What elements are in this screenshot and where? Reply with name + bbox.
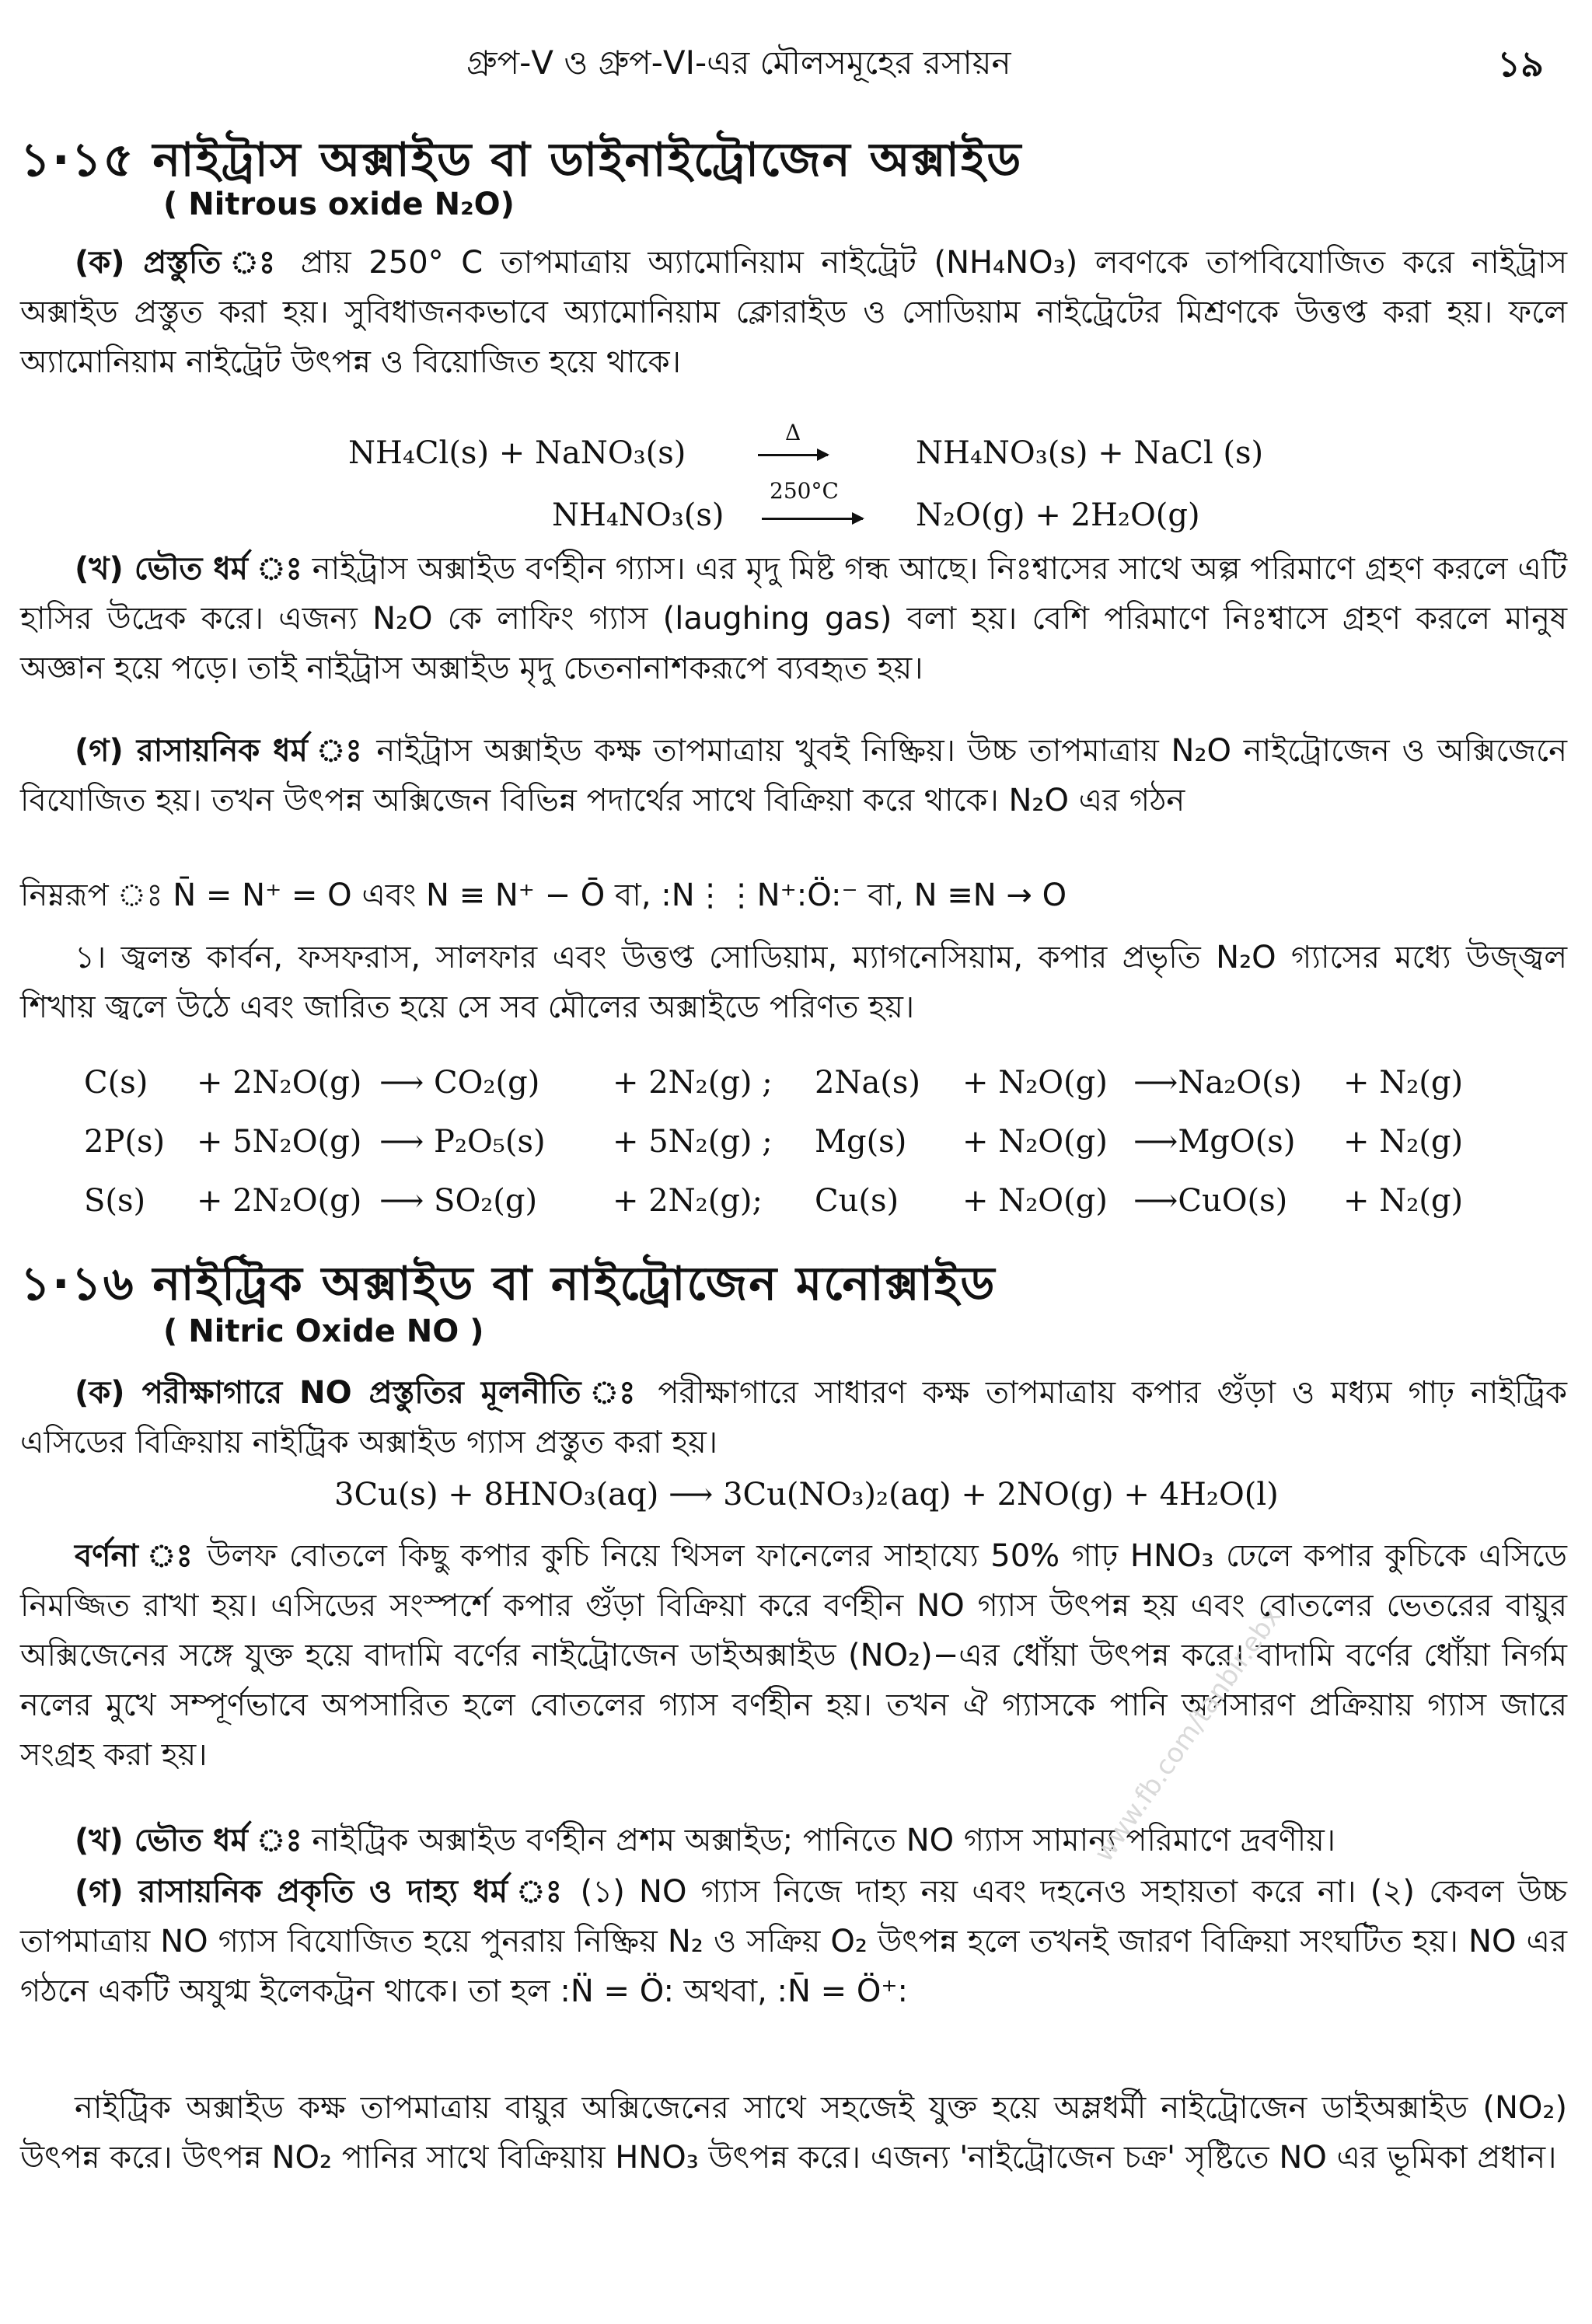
chem-label-116: (গ) রাসায়নিক প্রকৃতি ও দাহ্য ধর্ম ঃ [75,1874,567,1910]
point1-text: ১। জ্বলন্ত কার্বন, ফসফরাস, সালফার এবং উত্তপ্ত সোডিয়াম, ম্যাগনেসিয়াম, কপার প্রভৃতি N₂O গ্যাসের মধ্যে উজ্জ্বল শিখায় জ্বলে উঠে এবং জারিত হয়ে সে সব মৌলের অক্সাইডে পরিণত হয়। [20,940,1567,1025]
chem-label: (গ) রাসায়নিক ধর্ম ঃ [75,733,365,769]
reaction-row [84,1183,1522,1230]
section-heading-116: ১·১৬ নাইট্রিক অক্সাইড বা নাইট্রোজেন মনোক্সাইড [20,1257,997,1311]
chem-paragraph [20,726,1567,825]
reaction-byproduct-2: + N₂(g) [1343,1183,1464,1219]
lab-label: (ক) পরীক্ষাগারে NO প্রস্তুতির মূলনীতি ঃ [75,1375,642,1411]
final-paragraph [20,2083,1567,2183]
running-title: গ্রুপ-V ও গ্রুপ-VI-এর মৌলসমূহের রসায়ন [466,44,1011,82]
reaction-reactant-2: 2Na(s) [815,1065,921,1101]
chem-text: নাইট্রাস অক্সাইড কক্ষ তাপমাত্রায় খুবই নিষ্ক্রিয়। উচ্চ তাপমাত্রায় N₂O নাইট্রোজেন ও অক্সিজেনে বিযোজিত হয়। তখন উৎপন্ন অক্সিজেন বিভিন্ন পদার্থের সাথে বিক্রিয়া করে থাকে। N₂O এর গঠন [20,733,1567,818]
eq1-left: NH₄Cl(s) + NaNO₃(s) [348,435,686,471]
reaction-oxidant: + 5N₂O(g) [197,1124,362,1160]
eq2-arrow [762,518,863,520]
reaction-byproduct: + 2N₂(g) ; [613,1065,773,1101]
reaction-product-2: ⟶Na₂O(s) [1133,1065,1302,1101]
watermark: www.fb.com/tanbir.ebx [1088,1601,1288,1868]
phys-text-116: নাইট্রিক অক্সাইড বর্ণহীন প্রশম অক্সাইড; পানিতে NO গ্যাস সামান্য পরিমাণে দ্রবণীয়। [312,1823,1336,1858]
reaction-reactant-2: Cu(s) [815,1183,899,1219]
lab-paragraph [20,1368,1567,1467]
lab-text: পরীক্ষাগারে সাধারণ কক্ষ তাপমাত্রায় কপার গুঁড়া ও মধ্যম গাঢ় নাইট্রিক এসিডের বিক্রিয়ায় নাইট্রিক অক্সাইড গ্যাস প্রস্তুত করা হয়। [20,1375,1567,1460]
section-subheading-115: ( Nitrous oxide N₂O) [163,187,515,222]
reaction-product-2: ⟶MgO(s) [1133,1124,1296,1160]
prep-label: (ক) প্রস্তুতি ঃ [75,245,284,281]
phys-label: (খ) ভৌত ধর্ম ঃ [75,551,302,587]
desc-paragraph [20,1531,1567,1780]
section-subheading-116: ( Nitric Oxide NO ) [163,1314,484,1349]
reaction-byproduct: + 5N₂(g) ; [613,1124,773,1160]
phys-text: নাইট্রাস অক্সাইড বর্ণহীন গ্যাস। এর মৃদু মিষ্ট গন্ধ আছে। নিঃশ্বাসের সাথে অল্প পরিমাণে গ্রহণ করলে এটি হাসির উদ্রেক করে। এজন্য N₂O কে লাফিং গ্যাস (laughing gas) বলা হয়। বেশি পরিমাণে নিঃশ্বাসে গ্রহণ করলে মানুষ অজ্ঞান হয়ে পড়ে। তাই নাইট্রাস অক্সাইড মৃদু চেতনানাশকরূপে ব্যবহৃত হয়। [20,551,1567,686]
reaction-row [84,1124,1522,1171]
lab-equation: 3Cu(s) + 8HNO₃(aq) ⟶ 3Cu(NO₃)₂(aq) + 2NO(g) + 4H₂O(l) [334,1477,1279,1513]
phys-paragraph-116 [20,1816,1567,1865]
reaction-product: ⟶ P₂O₅(s) [379,1124,546,1160]
page-number: ১৯ [1497,43,1544,85]
reaction-product: ⟶ SO₂(g) [379,1183,538,1219]
chem-paragraph-116 [20,1867,1567,2016]
eq1-right: NH₄NO₃(s) + NaCl (s) [916,435,1264,471]
reaction-byproduct-2: + N₂(g) [1343,1065,1464,1101]
reaction-byproduct: + 2N₂(g); [613,1183,763,1219]
desc-label: বর্ণনা ঃ [75,1538,195,1574]
structure-line: নিম্নরূপ ঃ N̄ = N⁺ = O এবং N ≡ N⁺ − Ō বা, :N⋮⋮N⁺:Ö:⁻ বা, N ≡N → O [20,878,1067,913]
reaction-product: ⟶ CO₂(g) [379,1065,540,1101]
eq2-arrow-label: 250°C [770,478,839,504]
reaction-oxidant: + 2N₂O(g) [197,1183,362,1219]
desc-text: উলফ বোতলে কিছু কপার কুচি নিয়ে থিসল ফানেলের সাহায্যে 50% গাঢ় HNO₃ ঢেলে কপার কুচিকে এসিডে নিমজ্জিত রাখা হয়। এসিডের সংস্পর্শে কপার গুঁড়া বিক্রিয়া করে বর্ণহীন NO গ্যাস উৎপন্ন হয় এবং বোতলের ভেতরের বায়ুর অক্সিজেনের সঙ্গে যুক্ত হয়ে বাদামি বর্ণের নাইট্রোজেন ডাইঅক্সাইড (NO₂)−এর ধোঁয়া উৎপন্ন করে। বাদামি বর্ণের ধোঁয়া নির্গম নলের মুখে সম্পূর্ণভাবে অপসারিত হলে বোতলের গ্যাস বর্ণহীন হয়। তখন ঐ গ্যাসকে পানি অপসারণ প্রক্রিয়ায় গ্যাস জারে সংগ্রহ করা হয়। [20,1538,1567,1773]
phys-label-116: (খ) ভৌত ধর্ম ঃ [75,1823,302,1858]
reaction-oxidant-2: + N₂O(g) [962,1065,1108,1101]
phys-paragraph [20,544,1567,693]
reaction-reactant: C(s) [84,1065,148,1101]
point1-paragraph [20,933,1567,1032]
eq1-arrow [758,454,828,456]
eq2-right: N₂O(g) + 2H₂O(g) [916,497,1200,533]
reaction-reactant-2: Mg(s) [815,1124,907,1160]
reaction-reactant: 2P(s) [84,1124,166,1160]
reaction-row [84,1065,1522,1111]
prep-text: প্রায় 250° C তাপমাত্রায় অ্যামোনিয়াম নাইট্রেট (NH₄NO₃) লবণকে তাপবিযোজিত করে নাইট্রাস অক্সাইড প্রস্তুত করা হয়। সুবিধাজনকভাবে অ্যামোনিয়াম ক্লোরাইড ও সোডিয়াম নাইট্রেটের মিশ্রণকে উত্তপ্ত করা হয়। ফলে অ্যামোনিয়াম নাইট্রেট উৎপন্ন ও বিয়োজিত হয়ে থাকে। [20,245,1567,380]
reaction-oxidant-2: + N₂O(g) [962,1183,1108,1219]
reaction-oxidant: + 2N₂O(g) [197,1065,362,1101]
reaction-reactant: S(s) [84,1183,146,1219]
prep-paragraph [20,238,1567,387]
final-text: নাইট্রিক অক্সাইড কক্ষ তাপমাত্রায় বায়ুর অক্সিজেনের সাথে সহজেই যুক্ত হয়ে অম্লধর্মী নাইট্রোজেন ডাইঅক্সাইড (NO₂) উৎপন্ন করে। উৎপন্ন NO₂ পানির সাথে বিক্রিয়ায় HNO₃ উৎপন্ন করে। এজন্য 'নাইট্রোজেন চক্র' সৃষ্টিতে NO এর ভূমিকা প্রধান। [20,2090,1567,2176]
page-header [0,37,1592,92]
reaction-product-2: ⟶CuO(s) [1133,1183,1288,1219]
reaction-byproduct-2: + N₂(g) [1343,1124,1464,1160]
reaction-oxidant-2: + N₂O(g) [962,1124,1108,1160]
eq1-arrow-label: Δ [785,420,801,445]
eq2-left: NH₄NO₃(s) [552,497,724,533]
section-heading-115: ১·১৫ নাইট্রাস অক্সাইড বা ডাইনাইট্রোজেন অক্সাইড [20,133,1023,187]
chem-text-116: (১) NO গ্যাস নিজে দাহ্য নয় এবং দহনেও সহায়তা করে না। (২) কেবল উচ্চ তাপমাত্রায় NO গ্যাস বিযোজিত হয়ে পুনরায় নিষ্ক্রিয় N₂ ও সক্রিয় O₂ উৎপন্ন হলে তখনই জারণ বিক্রিয়া সংঘটিত হয়। NO এর গঠনে একটি অযুগ্ম ইলেকট্রন থাকে। তা হল :N̈ = Ö: অথবা, :N̄ = Ö⁺: [20,1874,1567,2009]
